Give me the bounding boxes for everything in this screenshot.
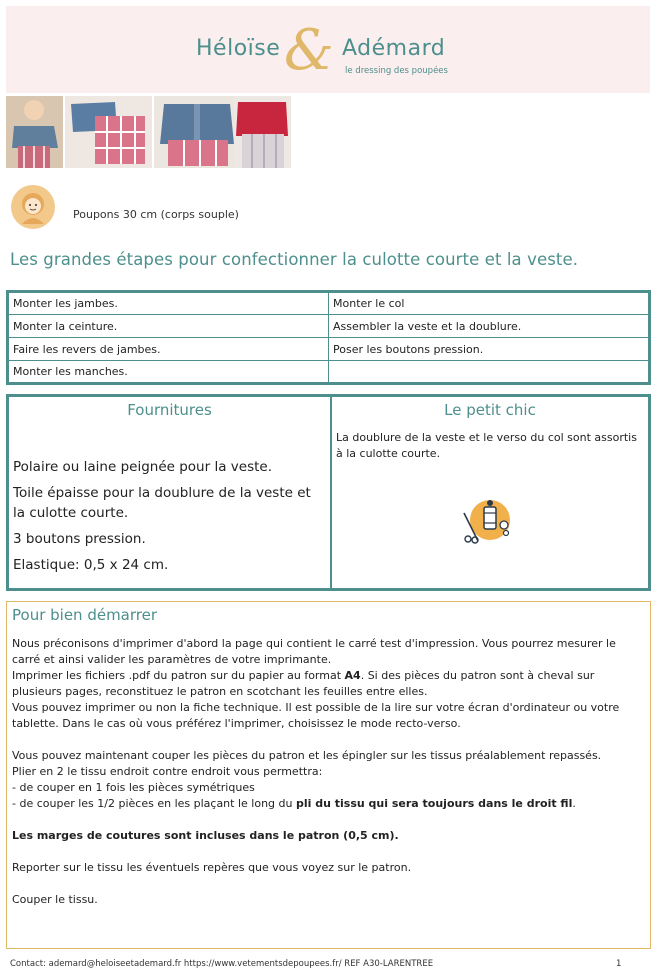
- step-cell: [329, 361, 650, 384]
- brand-header: [6, 6, 650, 93]
- brand-name-right: Adémard: [342, 36, 446, 61]
- supply-item: Toile épaisse pour la doublure de la veste et la culotte courte.: [13, 485, 311, 521]
- chic-column: [332, 397, 648, 588]
- supplies-title: Fournitures: [127, 401, 212, 419]
- paragraph: Plier en 2 le tissu endroit contre endroit vous permettra:: [12, 765, 323, 778]
- text-span: . Si des pièces du patron sont à cheval sur plusieurs pages, reconstituez le patron en scotchant les feuilles entre elles.: [12, 669, 595, 698]
- paragraph: Nous préconisons d'imprimer d'abord la page qui contient le carré test d'impression. Vous pourrez mesurer le carré et ainsi valider les paramètres de votre imprimante.: [12, 637, 616, 666]
- page-title: Les grandes étapes pour confectionner la culotte courte et la veste.: [10, 250, 579, 269]
- steps-table: [6, 290, 651, 385]
- format-label: A4: [344, 669, 361, 682]
- paragraph: Vous pouvez maintenant couper les pièces du patron et les épingler sur les tissus préalablement repassés.: [12, 749, 602, 762]
- table-row: [8, 315, 650, 338]
- doll-size-label: Poupons 30 cm (corps souple): [73, 208, 239, 221]
- paragraph: [12, 668, 647, 700]
- chic-text: La doublure de la veste et le verso du col sont assortis à la culotte courte.: [336, 431, 637, 460]
- table-row: [8, 338, 650, 361]
- seam-allowance-note: Les marges de coutures sont incluses dans le patron (0,5 cm).: [12, 829, 399, 842]
- step-cell: Assembler la veste et la doublure.: [329, 315, 650, 338]
- footer-contact: Contact: ademard@heloiseetademard.fr https://www.vetementsdepoupees.fr/ REF A30-LARENTREE: [10, 959, 434, 969]
- paragraph: Couper le tissu.: [12, 893, 98, 906]
- paragraph: Vous pouvez imprimer ou non la fiche technique. Il est possible de la lire sur votre écran d'ordinateur ou votre tablette. Dans le cas où vous préférez l'imprimer, choisissez le mode recto-verso.: [12, 701, 620, 730]
- step-cell: Monter les jambes.: [8, 292, 329, 315]
- text-span: .: [572, 797, 576, 810]
- paragraph: Reporter sur le tissu les éventuels repères que vous voyez sur le patron.: [12, 861, 412, 874]
- table-row: [8, 292, 650, 315]
- doll-photo: [6, 96, 63, 168]
- supplies-list: [13, 457, 323, 581]
- step-cell: Monter le col: [329, 292, 650, 315]
- getting-started-body: [12, 636, 647, 908]
- table-row: [8, 361, 650, 384]
- sewing-kit-icon: [460, 493, 514, 547]
- page-number: 1: [616, 959, 622, 969]
- supplies-box: [6, 394, 651, 591]
- getting-started-box: [6, 601, 651, 949]
- jacket-photo: [154, 96, 241, 168]
- red-jacket-photo: [234, 96, 291, 168]
- paragraph: - de couper en 1 fois les pièces symétriques: [12, 781, 255, 794]
- text-span: Imprimer les fichiers .pdf du patron sur du papier au format: [12, 669, 345, 682]
- step-cell: Monter la ceinture.: [8, 315, 329, 338]
- getting-started-title: Pour bien démarrer: [12, 606, 158, 624]
- brand-name-left: Héloïse: [196, 36, 281, 61]
- supply-item: 3 boutons pression.: [13, 531, 146, 547]
- step-cell: Faire les revers de jambes.: [8, 338, 329, 361]
- supply-item: Elastique: 0,5 x 24 cm.: [13, 557, 169, 573]
- step-cell: Monter les manches.: [8, 361, 329, 384]
- text-span: - de couper les 1/2 pièces en les plaçant le long du: [12, 797, 296, 810]
- doll-face-icon: [10, 184, 56, 230]
- supplies-column: [9, 397, 330, 588]
- paragraph: [12, 796, 647, 812]
- brand-ampersand: &: [284, 18, 334, 83]
- step-cell: Poser les boutons pression.: [329, 338, 650, 361]
- chic-title: Le petit chic: [444, 401, 536, 419]
- jacket-shorts-photo: [65, 96, 152, 168]
- brand-tagline: le dressing des poupées: [345, 66, 448, 76]
- supply-item: Polaire ou laine peignée pour la veste.: [13, 459, 272, 475]
- emphasis-text: pli du tissu qui sera toujours dans le droit fil: [295, 797, 573, 810]
